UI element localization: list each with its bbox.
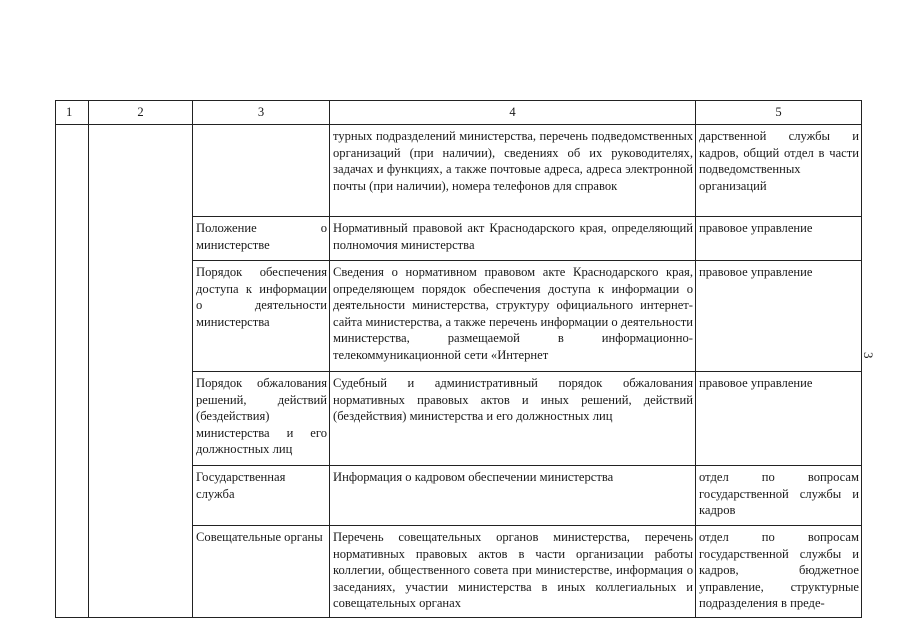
- row3-col4: Сведения о нормативном правовом акте Краснодарского края, определяющем порядок обеспечения доступа к информации о деятельности министерства, структуру официального интернет-сайта министерства, а также перечень информации о деятельности министерства, размещаемой в информационно-телекоммуникационной сети «Интернет: [330, 261, 696, 372]
- row2-col5: правовое управление: [696, 217, 862, 261]
- row6-col4: Перечень совещательных органов министерства, перечень нормативных правовых актов в части организации работы коллегии, общественного совета при министерстве, информация о заседаниях, участии министерства в иных коллегиальных и совещательных органах: [330, 526, 696, 618]
- row4-col4: Судебный и административный порядок обжалования нормативных правовых актов и иных решений, действий (бездействия) министерства и его должностных лиц: [330, 372, 696, 466]
- table-row: [56, 125, 862, 217]
- row1-col5: дарственной службы и кадров, общий отдел в части подведомственных организаций: [696, 125, 862, 217]
- header-col-3: 3: [193, 101, 330, 125]
- header-col-2: 2: [89, 101, 193, 125]
- col1-cell: [56, 125, 89, 618]
- row4-col5: правовое управление: [696, 372, 862, 466]
- table-header-row: [56, 101, 862, 125]
- page-number: 3: [861, 352, 876, 359]
- row6-col5: отдел по вопросам государственной службы и кадров, бюджетное управление, структурные подразделения в преде-: [696, 526, 862, 618]
- row1-col4: турных подразделений министерства, перечень подведомственных организаций (при наличии), сведениях об их руководителях, задачах и функциях, а также почтовые адреса, адреса электронной почты (при наличии), номера телефонов для справок: [330, 125, 696, 217]
- document-table: [55, 100, 862, 618]
- row5-col4: Информация о кадровом обеспечении министерства: [330, 466, 696, 526]
- col2-cell: [89, 125, 193, 618]
- row3-col3: Порядок обеспечения доступа к информации о деятельности министерства: [193, 261, 330, 372]
- row5-col5: отдел по вопросам государственной службы и кадров: [696, 466, 862, 526]
- header-col-4: 4: [330, 101, 696, 125]
- row1-col3: [193, 125, 330, 217]
- row6-col3: Совещательные органы: [193, 526, 330, 618]
- row2-col4: Нормативный правовой акт Краснодарского края, определяющий полномочия министерства: [330, 217, 696, 261]
- row3-col5: правовое управление: [696, 261, 862, 372]
- row4-col3: Порядок обжалования решений, действий (бездействия) министерства и его должностных лиц: [193, 372, 330, 466]
- header-col-1: 1: [56, 101, 89, 125]
- row2-col3: Положение о министерстве: [193, 217, 330, 261]
- row5-col3: Государственная служба: [193, 466, 330, 526]
- header-col-5: 5: [696, 101, 862, 125]
